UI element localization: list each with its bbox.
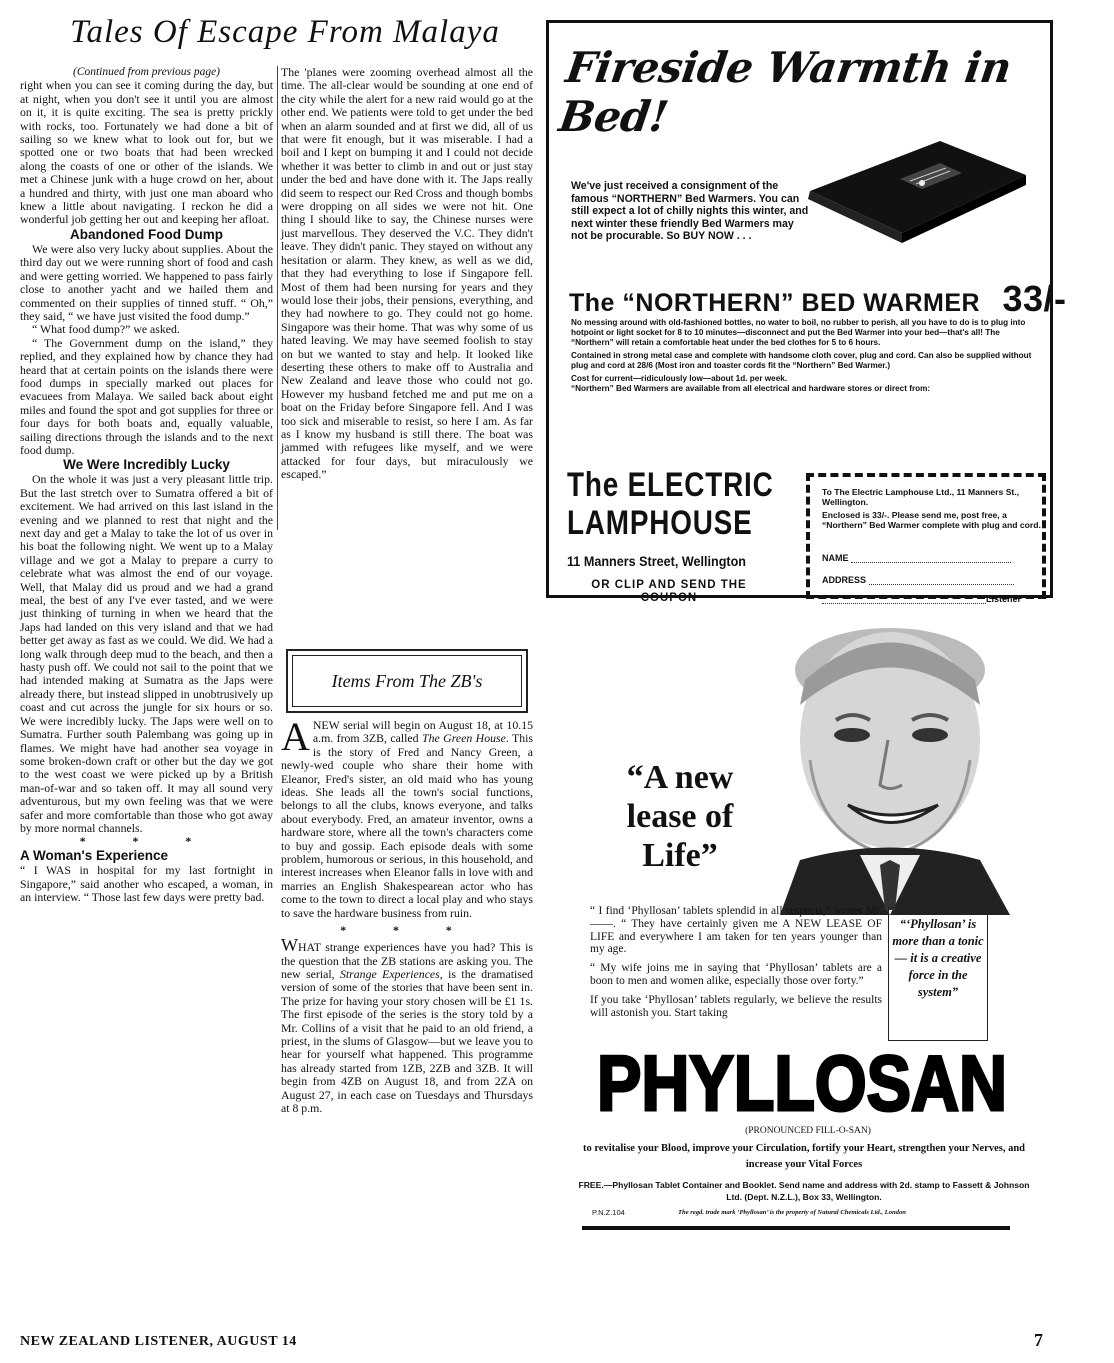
column-rule [277,66,278,530]
store-address: 11 Manners Street, Wellington [567,553,747,569]
listener-label: Listener [986,594,1022,604]
paragraph [281,714,533,920]
bed-warmer-icon [790,133,1030,243]
product-title: The “NORTHERN” BED WARMER [569,289,981,317]
coupon-text [822,487,1042,530]
tonic-claim: to revitalise your Blood, improve your Circulation, fortify your Heart, strengthen your Nerves, and increase your Vital Forces [582,1143,1026,1170]
article-title: Tales Of Escape From Malaya [70,14,500,50]
paragraph: “ The Government dump on the island,” they replied, and they explained how by chance they had heard that at certain points on the islands there were food dumps in specially marked out places for evacuees from Malaya. We sailed back about eight miles and found the spot and got supplies for three or four days for both boats and, equally valuable, sailing directions through the islands and to the next food dump. [20,335,273,457]
paragraph: “ I WAS in hospital for my last fortnight in Singapore,” said another who escaped, a woman, in an interview. “ Those last few days were pretty bad. [20,863,273,905]
paragraph: The 'planes were zooming overhead almost all the time. The all-clear would be sounding at one end of the city while the alert for a new raid would go at the other end. We patients were told to get under the bed when an alarm sounded and at first we did, all of us that were fit enough, but it was miserable. I had a boil and I kept on bumping it and I could not decide whether it was better to climb in and out or just stay under the bed and have done with it. The Japs really did seem to respect our Red Cross and though bombs were dropping on all sides we were not hit. One thing I should like to say, the Chinese nurses were just marvellous. They deserved the V.C. They didn't leave. They didn't panic. They stayed on without any hesitation or alarm. They knew, as well as we did, that they had everything to lose if Singapore fell. Most of them had been nursing for years and they would lose their jobs, their pensions, everything, and they had nowhere to go. They could not go home. Singapore was their home. That was why some of us hated leaving. We may have seemed foolish to stay on but we wanted to stay and help. It looked like deserting these others to make off to Australia and New Zealand and leave those who could not go. However my husband fetched me and put me on a boat on the Friday before Singapore fell. And I was too sick and miserable to resist, so here I am. As far as I know my husband is still there. The boat was jammed with refugees like myself, and we were attacked for four days, but miraculously we escaped.” [281,65,533,482]
testimonial-paragraph: “ I find ‘Phyllosan’ tablets splendid in all respects,” writes Mr.——. “ They have certainly given me A NEW LEASE OF LIFE and everywhere I am taken for ten years younger than my age. [590,905,882,956]
testimonial-paragraph: If you take ‘Phyllosan’ tablets regularly, we believe the results will astonish you. Start taking [590,993,882,1019]
order-coupon[interactable] [806,473,1046,604]
coupon-enclosed: Enclosed is 33/-. Please send me, post free, a “Northern” Bed Warmer complete with plug and cord. [822,510,1041,530]
coupon-address-field[interactable] [822,575,1014,585]
fine-print: No messing around with old-fashioned bottles, no water to boil, no rubber to perish, all you have to do is to plug into hotpoint or light socket for 8 to 10 minutes—disconnect and put the Bed Warmer into your bed—that's all! The “Northern” will retain a comfortable heat under the bed clothes for 5 to 6 hours. [571,318,1026,347]
address-line [869,577,1014,585]
program-title: The Green House [422,731,506,746]
continued-note: (Continued from previous page) [72,66,221,78]
coupon-name-field[interactable] [822,553,1011,563]
testimonial [590,905,882,1025]
coupon-recipient: To The Electric Lamphouse Ltd., 11 Manners St., Wellington. [822,487,1020,507]
name-line [851,555,1011,563]
product-price: 33/- [1002,278,1067,319]
drop-cap: A [281,714,310,759]
fine-print: Contained in strong metal case and complete with handsome cloth cover, plug and cord. Can also be supplied without plug and cord at 28/6 (Most iron and toaster cords fit the “Northern” Bed Warmer.) [571,351,1032,370]
zb-column [281,714,533,1115]
paragraph [281,935,533,1115]
product-name [569,278,1067,320]
fine-print: Cost for current—ridiculously low—about 1d. per week. [571,374,788,383]
store-name-line: The ELECTRIC [567,466,774,504]
drop-cap: W [281,935,298,956]
subheading-lucky: We Were Incredibly Lucky [63,457,230,473]
zb-text: , is the dramatised version of some of the stories that have been sent in. The prize for having your story chosen will be £1 1s. The first episode of the series is the story told by a Mr. Collins of a visit that he paid to an old friend, a priest, in the slums of Glasgow—but we leave you to hear for yourself what happened. This programme has already started from 1ZB, 2ZB and 3ZB. It will begin from 4ZB on August 18, and from 2ZA on August 27, in each case on Tuesdays and Thursdays at 8 p.m. [281,966,533,1115]
paragraph: “ What food dump?” we asked. [32,322,180,337]
brand-wordmark: PHYLLOSAN [597,1039,1007,1127]
zb-heading-box [286,649,528,713]
ad-fine-print [571,318,1037,397]
testimonial-paragraph: “ My wife joins me in saying that ‘Phyllosan’ tablets are a boon to men and women alike, especially those over forty.” [590,962,882,987]
coupon-listener-line [822,594,1021,604]
ad-bottom-rule [582,1226,1010,1230]
address-label: ADDRESS [822,575,867,585]
program-title: Strange Experiences [340,966,440,981]
store-name [567,466,774,542]
page-number: 7 [1034,1330,1043,1350]
free-offer: FREE.—Phyllosan Tablet Container and Booklet. Send name and address with 2d. stamp to Fassett & Johnson Ltd. (Dept. N.Z.L.), Box 33, Wellington. [578,1180,1030,1202]
fine-print: “Northern” Bed Warmers are available from all electrical and hardware stores or direct from: [571,384,931,393]
name-label: NAME [822,553,849,563]
section-break: * * * [79,834,214,849]
article-column-2 [281,66,533,482]
store-name-line: LAMPHOUSE [567,504,753,542]
zb-text: NEW serial will begin on August 18, at 10.15 a.m. from 3ZB, called [312,718,533,746]
ad-intro: We've just received a consignment of the famous “NORTHERN” Bed Warmers. You can still expect a lot of chilly nights this winter, and next winter these friendly Bed Warmers may not be procurable. So BUY NOW . . . [571,180,809,242]
headline-quote: “A new lease of Life” [626,759,734,874]
trademark-note: The regd. trade mark ‘Phyllosan’ is the property of Natural Chemicals Ltd., London [678,1209,906,1216]
bed-warmer-ad [546,20,1067,604]
paragraph: right when you can see it coming during the day, but at night, when you don't see it until you are almost on it, it is quite exciting. The sea is pretty prickly with rocks, too. Fortunately we had done a bit of sailing so we knew what to look out for, but we spotted one or two boats that had been wrecked along the coasts of one or other of the islands. We met a Chinese junk with a huge crowd on her, about a hundred and thirty, with just one man aboard who knew a little about navigating. I reckon he did a wonderful job getting her out and keeping her afloat. [20,78,273,227]
section-break: * * * [340,923,474,938]
paragraph: We were also very lucky about supplies. About the third day out we were running short of food and cash and were getting worried. We happened to pass fairly close to another yacht and we hailed them and commented on their supplies of tinned stuff. “ Oh,” they said, “ we have just visited the food dump.” [20,241,273,323]
phyllosan-ad [548,610,1048,1230]
masthead: NEW ZEALAND LISTENER, AUGUST 14 [20,1334,297,1349]
ad-code: P.N.Z.104 [592,1208,625,1217]
subheading-woman: A Woman's Experience [20,848,169,864]
zb-heading: Items From The ZB's [292,655,522,707]
ad-headline: Fireside Warmth in Bed! [556,43,1015,141]
man-portrait-icon [740,610,1040,915]
listener-dots [822,596,986,604]
zb-text: . This is the story of Fred and Nancy Green, a newly-wed couple who share their home with Eleanor, Fred's sister, an old maid who has young ideas. She leads all the town's social functions, belongs to all the clubs, knows everyone, and talks about everybody. Fred, an amateur inventor, owns a hardware store, where all the town's characters come to buy and gossip. Each episode deals with some problem, humorous or serious, in this household, and interest increases when Eleanor falls in love with and marries an English Shakespearean actor who has come to the town to direct a local play and who stays to save the hardware business from ruin. [281,731,533,920]
side-quote-box: “‘Phyllosan’ is more than a tonic— it is a creative force in the system” [888,907,988,1041]
phyllosan-logo [592,1039,1012,1127]
clip-coupon-note: OR CLIP AND SEND THE COUPON [591,579,747,604]
paragraph: On the whole it was just a very pleasant little trip. But the last stretch over to Sumatra offered a bit of excitement. We had arrived on this last island in the evening and we planned to rest that night and the next day and get a Malay to take the lot of us over in his boat the following night. We went up to a Malay village and we got a Malay to prepare a curry to celebrate what was almost the end of our voyage. Well, that Malay did us proud and we had a grand meal, the best of any I've ever tasted, and we were just thinking of turning in when we heard that the Japs had landed on this very island and that we had better get away as fast as we could. We did. We had a long walk through deep mud to the beach, and then a hasty push off. We could not sail to the point that we had intended making at Sumatra as the Japs were already there, but instead slipped in unobtrusively up coast and cut across the jungle for six hours or so. We were incredibly lucky. The Japs were well on to Sumatra. Further south Palembang was going up in flames. We might have had another sea voyage in some broken-down craft or other but the day we got to the west coast we were picked up by a British man-of-war and so taken off. It may all sound very adventurous, but my own feeling was that we were safer and more comfortable than those who got away by more normal channels. [20,472,273,835]
article-column-1 [20,66,273,905]
zb-text: HAT strange experiences have you had? This is the question that the ZB stations are asking you. The new serial, [281,940,533,981]
pronunciation: (PRONOUNCED FILL-O-SAN) [745,1126,871,1136]
subheading-food-dump: Abandoned Food Dump [70,226,223,242]
